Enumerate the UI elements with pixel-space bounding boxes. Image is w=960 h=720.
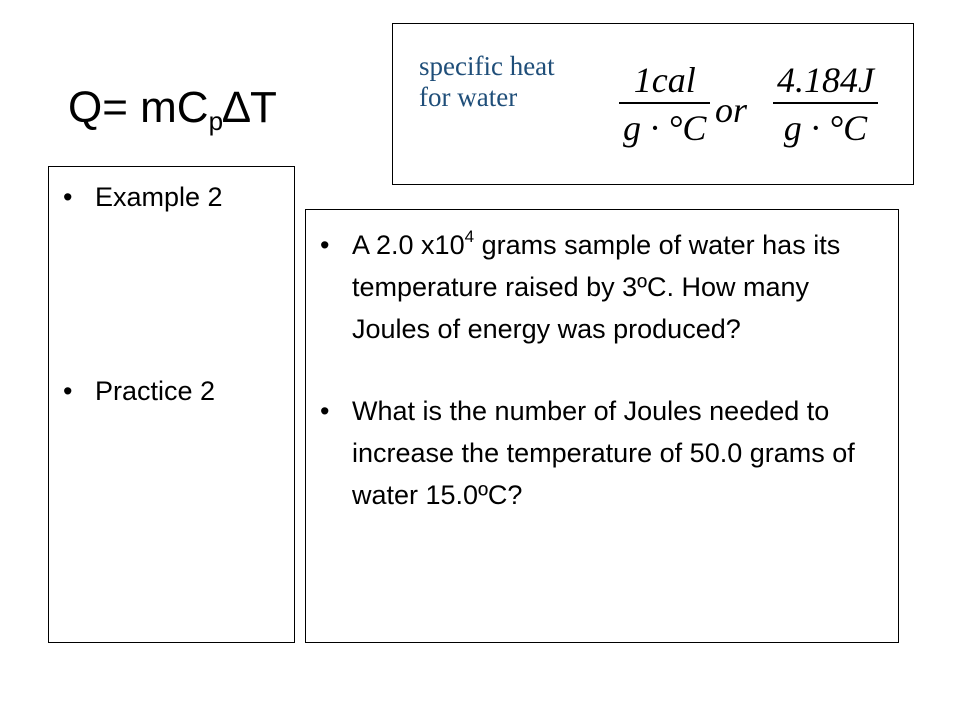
title-delta-t: ∆T — [223, 83, 277, 132]
list-item-practice: • Practice 2 — [95, 375, 223, 407]
fraction-joule-numerator: 4.184J — [777, 60, 874, 100]
fraction-cal-numerator: 1cal — [633, 60, 696, 100]
slide-title — [68, 82, 277, 147]
left-content-box — [48, 166, 295, 643]
specific-heat-label — [419, 51, 555, 113]
question-list — [352, 224, 872, 516]
fraction-cal-denominator: g · °C — [623, 108, 707, 148]
specific-heat-formula-box — [392, 23, 914, 185]
or-word: or — [715, 90, 748, 130]
left-bullet-list — [95, 181, 223, 407]
fraction-joule-bar — [773, 102, 878, 104]
specific-heat-label-line1: specific heat — [419, 51, 555, 81]
question-1-start: A 2.0 x10 — [352, 230, 465, 260]
fraction-joule — [773, 60, 878, 148]
fraction-joule-denominator: g · °C — [783, 108, 868, 148]
title-prefix: Q= mC — [68, 83, 209, 132]
right-content-box — [305, 209, 899, 643]
list-item-example: • Example 2 — [95, 181, 223, 213]
question-1 — [352, 224, 872, 350]
question-2: • What is the number of Joules needed to increase the temperature of 50.0 grams of water 15.0ºC? — [352, 390, 872, 516]
fraction-cal-bar — [619, 102, 710, 104]
title-subscript: p — [208, 106, 224, 136]
fraction-cal — [619, 60, 710, 148]
question-1-rest: grams sample of water has its temperature raised by 3ºC. How many Joules of energy was produced? — [352, 230, 841, 344]
question-1-exponent: 4 — [464, 227, 475, 246]
specific-heat-label-line2: for water — [419, 82, 518, 112]
